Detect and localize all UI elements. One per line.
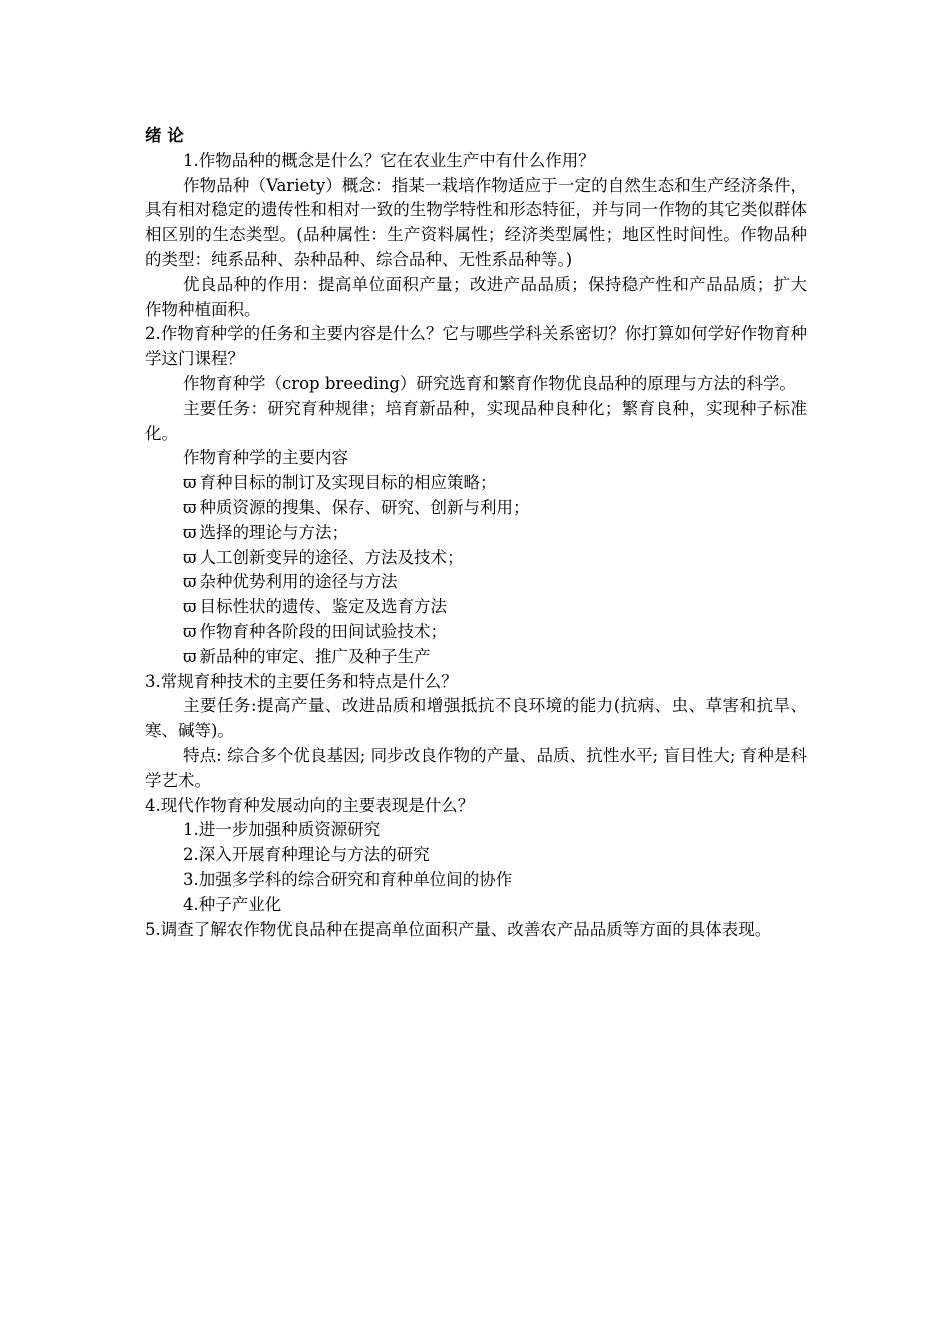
list-item	[145, 645, 807, 670]
bullet-icon: ϖ	[183, 497, 197, 517]
list-item	[145, 570, 807, 595]
bullet-icon: ϖ	[183, 572, 197, 592]
list-item-text: 作物育种各阶段的田间试验技术；	[199, 621, 447, 641]
list-item	[145, 471, 807, 496]
list-item: 2.深入开展育种理论与方法的研究	[183, 845, 430, 865]
section-heading: 绪 论	[145, 126, 184, 145]
list-item	[145, 620, 807, 645]
list-item	[145, 595, 807, 620]
list-item: 1.进一步加强种质资源研究	[183, 820, 381, 840]
list-item	[145, 496, 807, 521]
question-2-title: 2.作物育种学的任务和主要内容是什么？它与哪些学科关系密切？你打算如何学好作物育种学这门课程？	[145, 324, 807, 369]
bullet-icon: ϖ	[183, 621, 197, 641]
bullet-icon: ϖ	[183, 597, 197, 617]
list-item-text: 杂种优势利用的途径与方法	[199, 572, 398, 592]
bullet-icon: ϖ	[183, 522, 197, 542]
list-item-text: 种质资源的搜集、保存、研究、创新与利用；	[199, 497, 530, 517]
list-item	[145, 546, 807, 571]
question-3-title: 3.常规育种技术的主要任务和特点是什么？	[145, 671, 458, 691]
variety-role-paragraph: 优良品种的作用：提高单位面积产量；改进产品品质；保持稳产性和产品品质；扩大作物种植面积。	[145, 274, 807, 319]
contents-title: 作物育种学的主要内容	[183, 448, 348, 468]
bullet-icon: ϖ	[183, 547, 197, 567]
question-1-title: 1.作物品种的概念是什么？它在农业生产中有什么作用？	[183, 150, 595, 170]
bullet-icon: ϖ	[183, 473, 197, 493]
crop-breeding-tasks: 主要任务：研究育种规律；培育新品种，实现品种良种化；繁育良种，实现种子标准化。	[145, 398, 807, 443]
conventional-breeding-tasks: 主要任务:提高产量、改进品质和增强抵抗不良环境的能力(抗病、虫、草害和抗旱、寒、碱等)。	[145, 696, 807, 741]
contents-list	[145, 471, 807, 669]
list-item: 4.种子产业化	[183, 894, 282, 914]
conventional-breeding-features: 特点: 综合多个优良基因; 同步改良作物的产量、品质、抗性水平; 盲目性大; 育种是科学艺术。	[145, 745, 807, 790]
list-item-text: 人工创新变异的途径、方法及技术；	[199, 547, 464, 567]
bullet-icon: ϖ	[183, 646, 197, 666]
crop-breeding-definition: 作物育种学（crop breeding）研究选育和繁育作物优良品种的原理与方法的科学。	[183, 373, 796, 393]
list-item: 3.加强多学科的综合研究和育种单位间的协作	[183, 869, 513, 889]
list-item-text: 目标性状的遗传、鉴定及选育方法	[199, 597, 447, 617]
variety-concept-paragraph: 作物品种（Variety）概念：指某一栽培作物适应于一定的自然生态和生产经济条件，具有相对稳定的遗传性和相对一致的生物学特性和形态特征，并与同一作物的其它类似群体相区别的生态类型。(品种属性：生产资料属性；经济类型属性；地区性时间性。作物品种的类型：纯系品种、杂种品种、综合品种、无性系品种等。)	[145, 175, 807, 269]
list-item-text: 新品种的审定、推广及种子生产	[199, 646, 431, 666]
document-page	[145, 124, 807, 942]
list-item-text: 育种目标的制订及实现目标的相应策略；	[199, 473, 497, 493]
list-item	[145, 521, 807, 546]
question-5-title: 5.调查了解农作物优良品种在提高单位面积产量、改善农产品品质等方面的具体表现。	[145, 919, 772, 939]
question-4-title: 4.现代作物育种发展动向的主要表现是什么？	[145, 795, 475, 815]
list-item-text: 选择的理论与方法；	[199, 522, 348, 542]
